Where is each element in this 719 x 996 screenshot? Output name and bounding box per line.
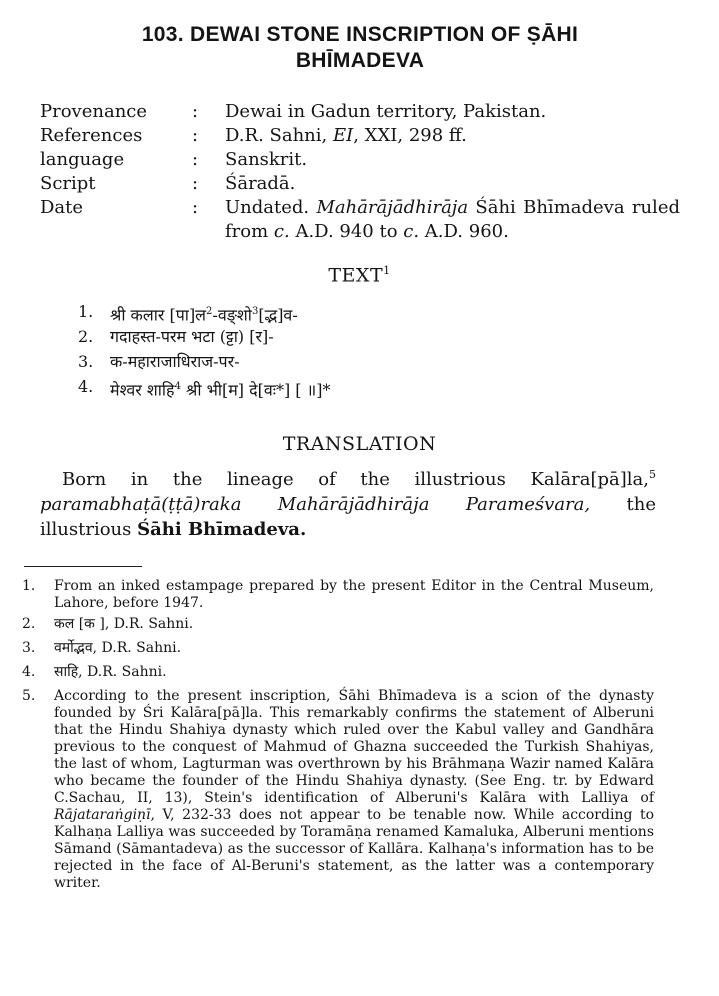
meta-colon: : <box>192 197 199 218</box>
footnote-text: कल [क ], D.R. Sahni. <box>54 616 194 632</box>
translation-part: Born in the lineage of the illustrious Kalāra[pā]la, <box>62 469 649 490</box>
footnote-divider <box>24 566 142 567</box>
footnote-ref: 5 <box>649 468 656 481</box>
meta-value <box>225 196 680 244</box>
footnote-number: 5. <box>22 688 36 704</box>
meta-value-part: D.R. Sahni, <box>225 125 333 146</box>
meta-colon: : <box>192 125 199 146</box>
footnote-italic: Rājataraṅgiṇī <box>54 807 151 823</box>
text-heading-label: TEXT <box>328 264 384 287</box>
meta-row-language <box>40 148 700 172</box>
line-part: [द्भ]व- <box>258 305 298 325</box>
meta-value-part: A.D. 960. <box>419 221 509 242</box>
footnote-part: , V, 232-33 does not appear to be tenable now. While according to Kalhaṇa Lalliya was succeeded by Toramāṇa renamed Kamaluka, Alberuni mentions Sāmand (Sāmantadeva) as the successor of Kallāra. Kalhaṇa's information has to be rejected in the face of Al-Beruni's statement, as the latter was a contemporary writer. <box>54 807 654 891</box>
line-number: 3. <box>78 352 94 371</box>
meta-label: Provenance <box>40 101 148 122</box>
meta-row-references <box>40 124 700 148</box>
meta-value-italic: EI <box>332 125 354 146</box>
meta-value: Śāradā. <box>225 173 296 194</box>
footnote-number: 2. <box>22 616 36 632</box>
meta-colon: : <box>192 101 199 122</box>
meta-value-italic: c. <box>403 221 420 242</box>
text-heading <box>0 264 719 286</box>
meta-row-provenance <box>40 100 700 124</box>
meta-value-part: Undated. <box>225 197 317 218</box>
title-line-1: 103. DEWAI STONE INSCRIPTION OF ṢĀHI <box>141 23 579 46</box>
meta-value-part: A.D. 940 to <box>289 221 404 242</box>
footnote-ref: 4 <box>174 381 181 392</box>
meta-value-part: Śāhi Bhīmadeva ruled from <box>225 197 680 242</box>
line-text <box>110 374 330 402</box>
meta-label: Script <box>40 173 96 194</box>
meta-colon: : <box>192 173 199 194</box>
meta-value-part: , XXI, 298 ff. <box>353 125 467 146</box>
meta-label: Date <box>40 197 84 218</box>
footnote <box>22 688 654 892</box>
meta-value: Sanskrit. <box>225 149 308 170</box>
meta-row-script <box>40 172 700 196</box>
meta-label: language <box>40 149 125 170</box>
meta-row-date <box>40 196 700 244</box>
metadata-table <box>40 100 700 244</box>
footnote-ref: 1 <box>383 264 391 277</box>
footnote <box>22 578 654 612</box>
footnote <box>22 616 654 633</box>
footnote-text <box>54 688 654 892</box>
meta-value: Dewai in Gadun territory, Pakistan. <box>225 101 547 122</box>
footnote-text: From an inked estampage prepared by the present Editor in the Central Museum, Lahore, before 1947. <box>54 578 654 611</box>
meta-label: References <box>40 125 143 146</box>
translation-heading: TRANSLATION <box>282 433 437 455</box>
meta-value-italic: c. <box>273 221 290 242</box>
footnote-part: According to the present inscription, Śāhi Bhīmadeva is a scion of the dynasty founded by Śri Kalāra[pā]la. This remarkably confirms the statement of Alberuni that the Hindu Shahiya dynasty which ruled over the Kabul valley and Gandhāra previous to the conquest of Mahmud of Ghazna succeeded the Turkish Shahiyas, the last of whom, Lagturman was overthrown by his Brāhmaṇa Wazir named Kalāra who became the founder of the Hindu Shahiya dynasty. (See Eng. tr. by Edward C.Sachau, II, 13), Stein's identification of Alberuni's Kalāra with Lalliya of <box>54 688 654 806</box>
meta-value <box>225 124 680 148</box>
footnote-ref: 2 <box>206 306 213 317</box>
line-number: 1. <box>78 302 94 321</box>
meta-colon: : <box>192 149 199 170</box>
line-part: श्री भी[म] दे[वः*] [ ॥]* <box>180 380 331 400</box>
footnote-number: 1. <box>22 578 36 594</box>
line-number: 4. <box>78 377 94 396</box>
meta-value-italic: Mahārājādhirāja <box>316 197 469 218</box>
line-number: 2. <box>78 327 94 346</box>
footnote-text: साहि, D.R. Sahni. <box>54 664 167 680</box>
footnotes <box>22 578 654 892</box>
line-part: मेश्वर शाहि <box>110 380 175 400</box>
footnote-number: 4. <box>22 664 36 680</box>
footnote-number: 3. <box>22 640 36 656</box>
line-part: श्री कलार [पा]ल <box>110 305 207 325</box>
translation-bold: Śāhi Bhīmadeva. <box>137 519 307 540</box>
line-text: गदाहस्त-परम भटा (ट्टा) [र]- <box>110 327 274 346</box>
footnote <box>22 664 654 681</box>
title-line-2: BHĪMADEVA <box>295 49 425 72</box>
footnote <box>22 640 654 657</box>
footnote-ref: 3 <box>251 306 259 317</box>
line-text: क-महाराजाधिराज-पर- <box>110 352 240 371</box>
inscription-title <box>60 22 660 74</box>
line-part: -वङ्शो <box>212 305 252 325</box>
translation-italic: paramabhaṭā(ṭṭā)raka Mahārājādhirāja Parameśvara, <box>40 494 591 515</box>
footnote-text: वर्मोद्भव, D.R. Sahni. <box>54 640 182 656</box>
translation-paragraph <box>40 462 656 542</box>
translation-part: the illustrious <box>40 494 657 540</box>
